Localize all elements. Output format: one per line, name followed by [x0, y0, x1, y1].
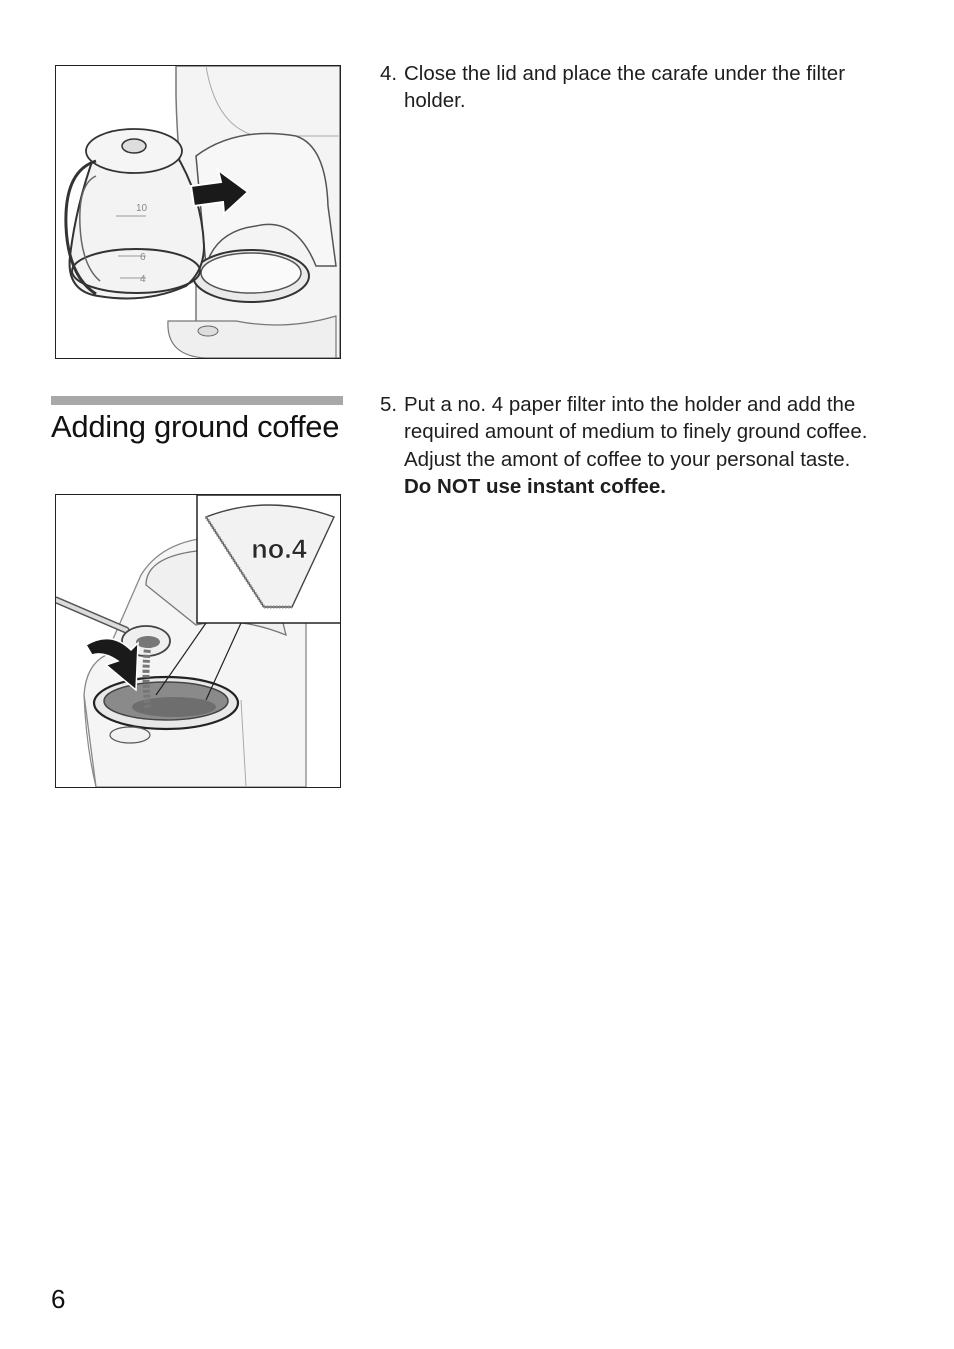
step-number: 4.: [380, 62, 398, 85]
step-text: Put a no. 4 paper filter into the holder and add the required amount of medium to finely ground coffee.: [404, 393, 868, 444]
step-4: [380, 60, 900, 115]
section-divider-bar: [51, 396, 343, 405]
carafe-scale-label-10: 10: [136, 203, 148, 214]
step-note: Adjust the amont of coffee to your personal taste.: [404, 447, 851, 471]
step-text: Close the lid and place the carafe under the filter holder.: [404, 62, 846, 113]
step-5: [380, 391, 900, 500]
carafe-placement-illustration: [55, 65, 341, 359]
step-number: 5.: [380, 393, 398, 416]
carafe-scale-label-6: 6: [140, 252, 146, 263]
step-warning: Do NOT use instant coffee.: [404, 474, 666, 498]
adding-coffee-illustration: [55, 494, 341, 788]
section-title: Adding ground coffee: [51, 409, 340, 444]
filter-size-label: no.4: [251, 534, 307, 564]
carafe-scale-label-4: 4: [140, 274, 146, 285]
page-number: 6: [51, 1284, 66, 1314]
